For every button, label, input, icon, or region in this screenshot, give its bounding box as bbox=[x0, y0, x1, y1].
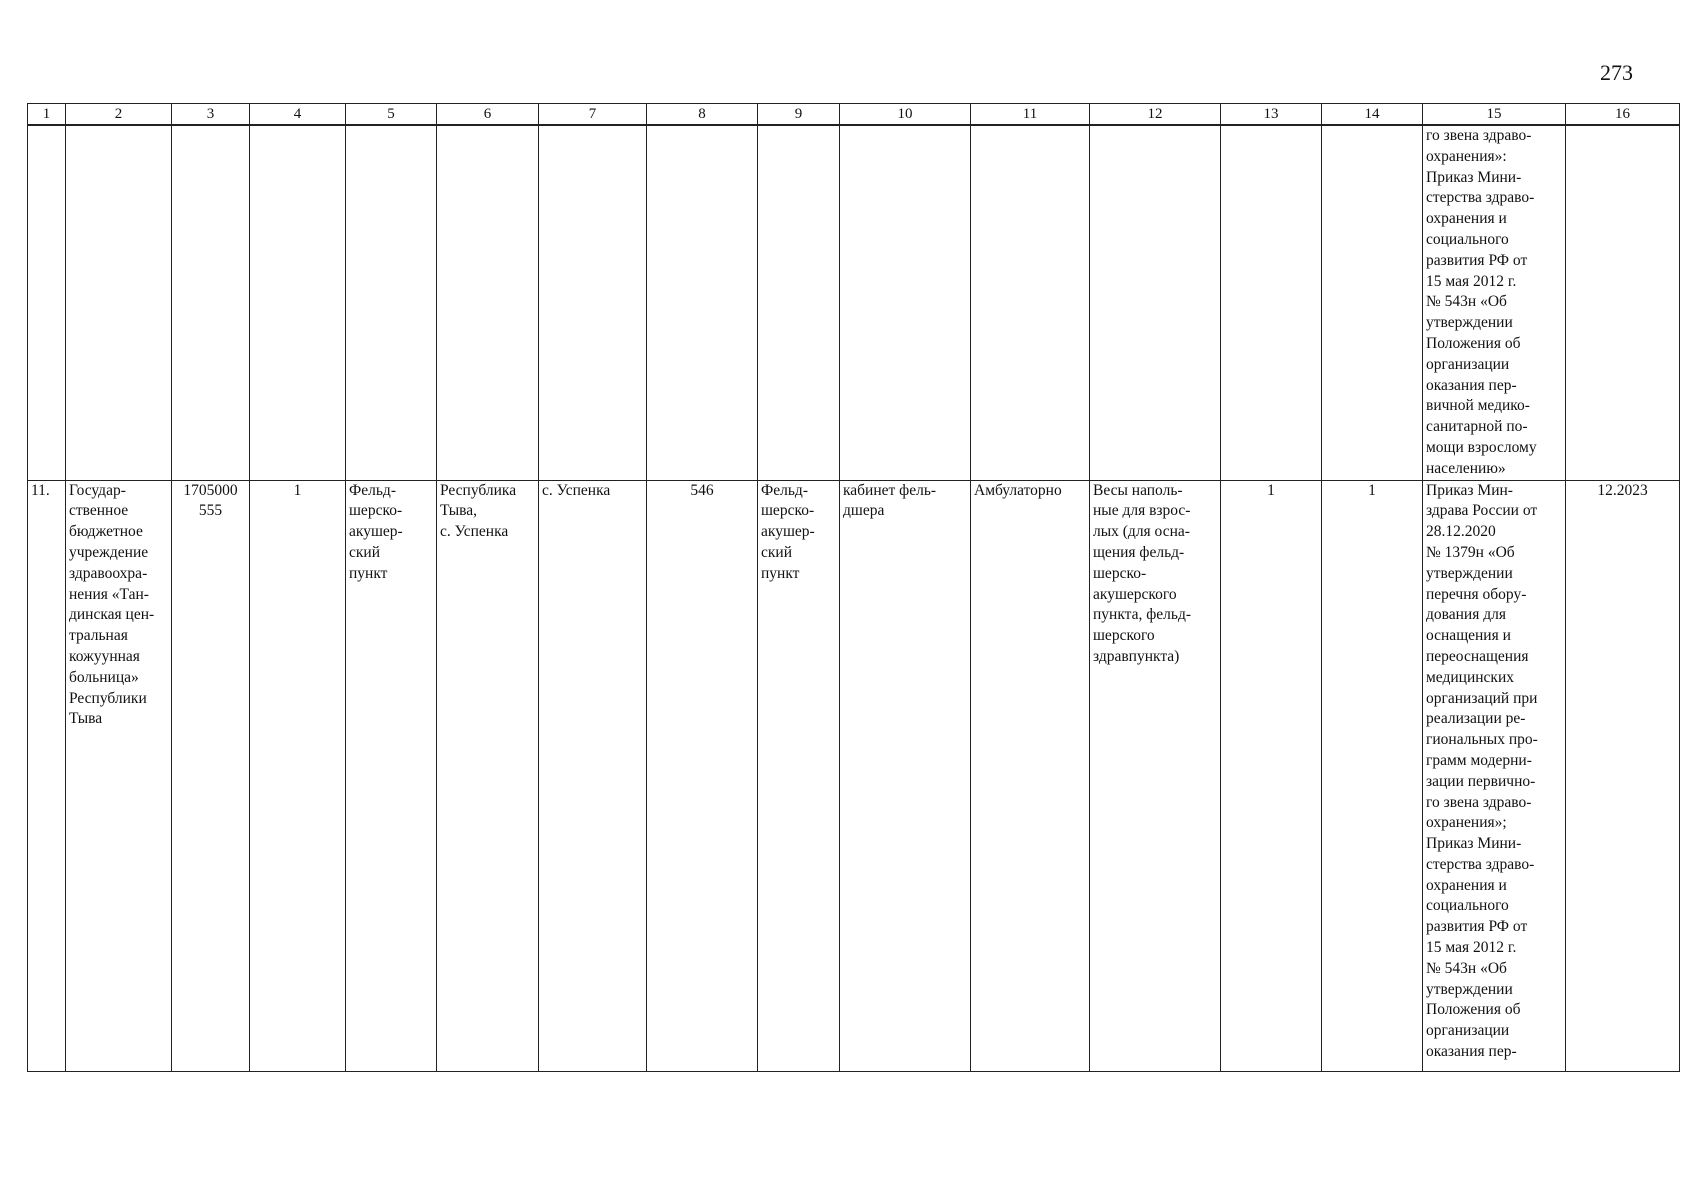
empty-cell bbox=[250, 125, 346, 480]
empty-cell bbox=[66, 125, 172, 480]
text-line: Приказ Мини- bbox=[1426, 168, 1522, 186]
continuation-row bbox=[28, 125, 1680, 480]
text-line: Республика bbox=[440, 481, 517, 499]
text-line: пункт bbox=[761, 564, 800, 582]
quantity-cell: 1 bbox=[1322, 480, 1423, 1071]
text-line: санитарной по- bbox=[1426, 418, 1528, 436]
text-line: зации первично- bbox=[1426, 772, 1536, 790]
text-line: шерско- bbox=[761, 502, 815, 520]
text-line: переоснащения bbox=[1426, 647, 1529, 665]
text-line: оказания пер- bbox=[1426, 1043, 1517, 1061]
population-cell: 546 bbox=[647, 480, 758, 1071]
text-line: оказания пер- bbox=[1426, 376, 1517, 394]
text-line: дования для bbox=[1426, 606, 1506, 624]
text-line: грамм модерни- bbox=[1426, 751, 1532, 769]
text-line: тральная bbox=[69, 627, 128, 645]
text-line: кабинет фель- bbox=[843, 481, 937, 499]
empty-cell bbox=[172, 125, 250, 480]
register-table bbox=[27, 103, 1680, 1072]
column-number: 7 bbox=[539, 104, 647, 126]
quantity-cell: 1 bbox=[1221, 480, 1322, 1071]
text-line: гиональных про- bbox=[1426, 731, 1538, 749]
organization-cell bbox=[66, 480, 172, 1071]
text-line: Тыва, bbox=[440, 502, 477, 520]
text-line: лых (для осна- bbox=[1093, 523, 1190, 541]
column-number: 4 bbox=[250, 104, 346, 126]
date-cell: 12.2023 bbox=[1566, 480, 1680, 1071]
text-line: ский bbox=[761, 543, 792, 561]
text-line: развития РФ от bbox=[1426, 918, 1528, 936]
empty-cell bbox=[971, 125, 1090, 480]
text-line: пункт bbox=[349, 564, 388, 582]
text-line: № 1379н «Об bbox=[1426, 543, 1515, 561]
text-line: социального bbox=[1426, 230, 1509, 248]
table-row bbox=[28, 480, 1680, 1071]
text-line: динская цен- bbox=[69, 606, 155, 624]
text-line: акушер- bbox=[349, 523, 403, 541]
text-line: охранения и bbox=[1426, 210, 1507, 228]
page-number: 273 bbox=[1600, 60, 1633, 85]
column-number: 15 bbox=[1423, 104, 1566, 126]
text-line: здравоохра- bbox=[69, 564, 148, 582]
text-line: 1705000 bbox=[183, 481, 238, 499]
count-cell: 1 bbox=[250, 480, 346, 1071]
text-line: шерского bbox=[1093, 627, 1155, 645]
text-line: Положения об bbox=[1426, 1001, 1521, 1019]
text-line: медицинских bbox=[1426, 668, 1515, 686]
equipment-cell bbox=[1090, 480, 1221, 1071]
text-line: охранения»: bbox=[1426, 147, 1507, 165]
text-line: организации bbox=[1426, 1022, 1510, 1040]
empty-cell bbox=[1090, 125, 1221, 480]
text-line: больница» bbox=[69, 668, 139, 686]
column-number: 14 bbox=[1322, 104, 1423, 126]
empty-cell bbox=[437, 125, 539, 480]
text-line: го звена здраво- bbox=[1426, 127, 1532, 144]
empty-cell bbox=[1566, 125, 1680, 480]
text-line: ский bbox=[349, 543, 380, 561]
text-line: стерства здраво- bbox=[1426, 189, 1535, 207]
text-line: № 543н «Об bbox=[1426, 293, 1507, 311]
text-line: Приказ Мин- bbox=[1426, 481, 1513, 499]
text-line: ственное bbox=[69, 502, 129, 520]
text-line: оснащения и bbox=[1426, 627, 1511, 645]
text-line: Весы наполь- bbox=[1093, 481, 1183, 499]
empty-cell bbox=[28, 125, 66, 480]
text-line: дшера bbox=[843, 502, 885, 520]
empty-cell bbox=[840, 125, 971, 480]
column-number: 5 bbox=[346, 104, 437, 126]
facility-type-cell bbox=[346, 480, 437, 1071]
text-line: Положения об bbox=[1426, 334, 1521, 352]
column-number: 12 bbox=[1090, 104, 1221, 126]
text-line: охранения и bbox=[1426, 876, 1507, 894]
text-line: реализации ре- bbox=[1426, 710, 1526, 728]
text-line: 15 мая 2012 г. bbox=[1426, 939, 1517, 957]
text-line: мощи взрослому bbox=[1426, 438, 1537, 456]
column-number: 2 bbox=[66, 104, 172, 126]
empty-cell bbox=[1322, 125, 1423, 480]
text-line: организаций при bbox=[1426, 689, 1538, 707]
column-number: 10 bbox=[840, 104, 971, 126]
unit-type-cell bbox=[758, 480, 840, 1071]
text-line: населению» bbox=[1426, 459, 1506, 477]
text-line: акушерского bbox=[1093, 585, 1177, 603]
text-line: шерско- bbox=[1093, 564, 1147, 582]
text-line: нения «Тан- bbox=[69, 585, 149, 603]
legal-basis-cell bbox=[1423, 480, 1566, 1071]
text-line: 555 bbox=[198, 502, 223, 520]
text-line: перечня обору- bbox=[1426, 585, 1527, 603]
text-line: Фельд- bbox=[349, 481, 396, 499]
text-line: Республики bbox=[69, 689, 147, 707]
text-line: кожуунная bbox=[69, 647, 140, 665]
code-cell bbox=[172, 480, 250, 1071]
row-number-cell: 11. bbox=[28, 480, 66, 1071]
text-line: развития РФ от bbox=[1426, 251, 1528, 269]
empty-cell bbox=[539, 125, 647, 480]
text-line: утверждении bbox=[1426, 980, 1513, 998]
text-line: с. Успенка bbox=[440, 523, 509, 541]
text-line: Фельд- bbox=[761, 481, 808, 499]
address-cell bbox=[437, 480, 539, 1071]
text-line: здрава России от bbox=[1426, 502, 1538, 520]
text-line: Тыва bbox=[69, 710, 103, 728]
column-number: 11 bbox=[971, 104, 1090, 126]
column-number: 6 bbox=[437, 104, 539, 126]
text-line: щения фельд- bbox=[1093, 543, 1185, 561]
text-line: утверждении bbox=[1426, 564, 1513, 582]
text-line: утверждении bbox=[1426, 314, 1513, 332]
column-number: 1 bbox=[28, 104, 66, 126]
text-line: учреждение bbox=[69, 543, 149, 561]
text-line: № 543н «Об bbox=[1426, 959, 1507, 977]
text-line: шерско- bbox=[349, 502, 403, 520]
legal-basis-continuation-cell bbox=[1423, 125, 1566, 480]
column-number: 8 bbox=[647, 104, 758, 126]
text-line: социального bbox=[1426, 897, 1509, 915]
column-number-row bbox=[28, 104, 1680, 126]
text-line: 15 мая 2012 г. bbox=[1426, 272, 1517, 290]
text-line: Государ- bbox=[69, 481, 126, 499]
text-line: бюджетное bbox=[69, 523, 143, 541]
text-line: акушер- bbox=[761, 523, 815, 541]
empty-cell bbox=[758, 125, 840, 480]
text-line: здравпункта) bbox=[1093, 647, 1180, 665]
text-line: го звена здраво- bbox=[1426, 793, 1532, 811]
text-line: Приказ Мини- bbox=[1426, 835, 1522, 853]
column-number: 9 bbox=[758, 104, 840, 126]
empty-cell bbox=[647, 125, 758, 480]
settlement-cell: с. Успенка bbox=[539, 480, 647, 1071]
column-number: 13 bbox=[1221, 104, 1322, 126]
room-cell bbox=[840, 480, 971, 1071]
text-line: пункта, фельд- bbox=[1093, 606, 1192, 624]
column-number: 16 bbox=[1566, 104, 1680, 126]
text-line: ные для взрос- bbox=[1093, 502, 1191, 520]
text-line: 28.12.2020 bbox=[1426, 523, 1496, 541]
empty-cell bbox=[1221, 125, 1322, 480]
text-line: вичной медико- bbox=[1426, 397, 1530, 415]
text-line: стерства здраво- bbox=[1426, 855, 1535, 873]
text-line: охранения»; bbox=[1426, 814, 1507, 832]
empty-cell bbox=[346, 125, 437, 480]
care-condition-cell: Амбулаторно bbox=[971, 480, 1090, 1071]
text-line: организации bbox=[1426, 355, 1510, 373]
column-number: 3 bbox=[172, 104, 250, 126]
